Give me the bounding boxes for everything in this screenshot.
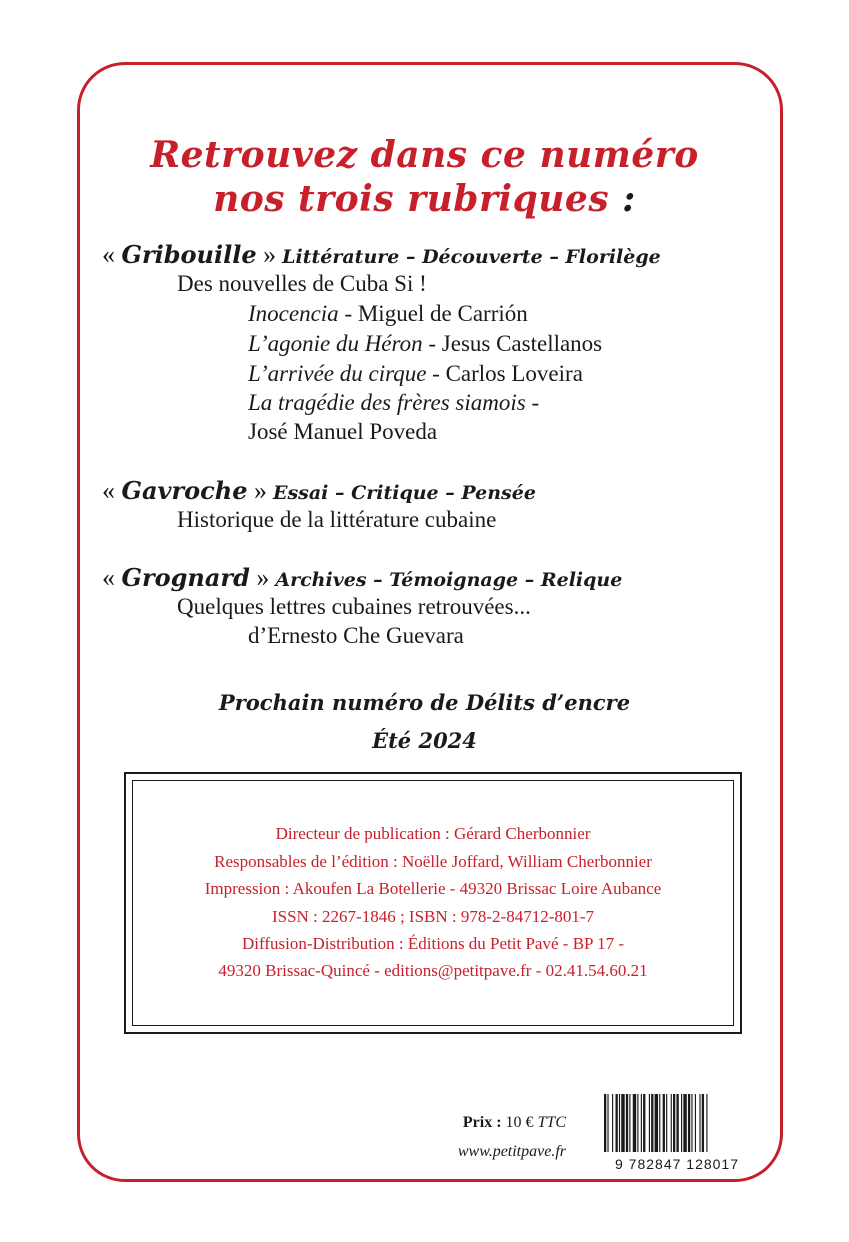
section-name: Gavroche — [121, 476, 248, 505]
next-issue-title: Prochain numéro de Délits d’encre — [218, 690, 631, 715]
barcode-bar — [655, 1094, 658, 1160]
barcode-bar — [676, 1094, 678, 1160]
close-guillemet: » — [247, 476, 267, 505]
heading-line-2-text: nos trois rubriques — [213, 178, 610, 220]
barcode-bar — [633, 1094, 636, 1160]
price-suffix: TTC — [537, 1114, 566, 1131]
open-guillemet: « — [102, 563, 122, 592]
section-line: Historique de la littérature cubaine — [177, 507, 497, 532]
price-label: Prix : — [462, 1114, 502, 1131]
barcode-bar — [612, 1094, 613, 1160]
section-line: Des nouvelles de Cuba Si ! — [177, 271, 427, 296]
credits-box-inner-border — [132, 780, 734, 1026]
barcode-bar — [702, 1094, 704, 1160]
barcode-bar — [673, 1094, 675, 1160]
barcode-bar — [695, 1094, 696, 1160]
barcode-bar — [691, 1094, 692, 1160]
close-guillemet: » — [256, 240, 277, 269]
barcode-bar — [641, 1094, 642, 1160]
credit-line: Directeur de publication : Gérard Cherbonnier — [275, 824, 591, 843]
credits-box — [124, 772, 742, 1034]
barcode-bar — [706, 1094, 707, 1160]
section-name: Gribouille — [121, 240, 257, 269]
story-author: - Jesus Castellanos — [422, 331, 603, 356]
barcode-bar — [699, 1094, 700, 1160]
barcode-bar — [604, 1094, 606, 1160]
story-line — [248, 390, 539, 416]
story-title: L’arrivée du cirque — [248, 361, 427, 386]
section-line: Quelques lettres cubaines retrouvées... — [177, 594, 531, 619]
story-author-line: José Manuel Poveda — [248, 419, 438, 444]
barcode-bar — [663, 1094, 665, 1160]
barcode-bar — [671, 1094, 672, 1160]
section-subtitle: Essai – Critique – Pensée — [272, 482, 536, 504]
story-author: - — [525, 390, 540, 415]
section-subtitle: Archives – Témoignage – Relique — [275, 569, 623, 591]
next-issue-date: Été 2024 — [372, 728, 477, 753]
section-name: Grognard — [121, 563, 250, 592]
credit-line: Impression : Akoufen La Botellerie - 49320 Brissac Loire Aubance — [204, 879, 662, 898]
barcode-bar — [649, 1094, 650, 1160]
website-link[interactable]: www.petitpave.fr — [457, 1143, 566, 1160]
barcode-bar — [659, 1094, 660, 1160]
price-value: 10 € — [501, 1114, 538, 1131]
barcode-bar — [643, 1094, 645, 1160]
barcode-bar — [607, 1094, 608, 1160]
story-author: - Carlos Loveira — [426, 361, 583, 386]
story-title: Inocencia — [248, 301, 339, 326]
story-line — [248, 331, 602, 357]
story-line — [248, 301, 528, 327]
barcode-bar — [629, 1094, 630, 1160]
barcode-bar — [616, 1094, 618, 1160]
heading-line-2 — [0, 178, 849, 220]
barcode-bar — [688, 1094, 690, 1160]
barcode-bar — [619, 1094, 620, 1160]
story-author: - Miguel de Carrión — [338, 301, 528, 326]
story-title: La tragédie des frères siamois — [248, 390, 526, 415]
heading-line-1: Retrouvez dans ce numéro — [150, 134, 699, 176]
credit-line: ISSN : 2267-1846 ; ISBN : 978-2-84712-801-7 — [271, 907, 595, 926]
story-title: L’agonie du Héron — [248, 331, 423, 356]
open-guillemet: « — [102, 240, 122, 269]
section-grognard-header — [102, 563, 622, 595]
isbn-barcode — [600, 1094, 754, 1174]
heading-colon: : — [609, 178, 636, 220]
section-gribouille-header — [102, 240, 661, 272]
credit-line: Diffusion-Distribution : Éditions du Petit Pavé - BP 17 - — [241, 934, 625, 953]
close-guillemet: » — [249, 563, 270, 592]
barcode-bar — [681, 1094, 682, 1160]
open-guillemet: « — [102, 476, 122, 505]
credit-line: 49320 Brissac-Quincé - editions@petitpave.fr - 02.41.54.60.21 — [218, 961, 648, 980]
story-line — [248, 361, 583, 387]
section-gavroche-header — [102, 476, 536, 508]
barcode-bar — [637, 1094, 638, 1160]
price — [463, 1114, 566, 1132]
barcode-bar — [651, 1094, 653, 1160]
barcode-bar — [626, 1094, 628, 1160]
credit-line: Responsables de l’édition : Noëlle Joffard, William Cherbonnier — [214, 852, 652, 871]
barcode-bar — [666, 1094, 667, 1160]
barcode-bar — [683, 1094, 686, 1160]
section-line: d’Ernesto Che Guevara — [248, 623, 464, 648]
barcode-digits: 9 782847 128017 — [615, 1156, 739, 1172]
section-subtitle: Littérature – Découverte – Florilège — [282, 246, 661, 268]
barcode-bars — [604, 1094, 708, 1160]
barcode-bar — [621, 1094, 624, 1160]
